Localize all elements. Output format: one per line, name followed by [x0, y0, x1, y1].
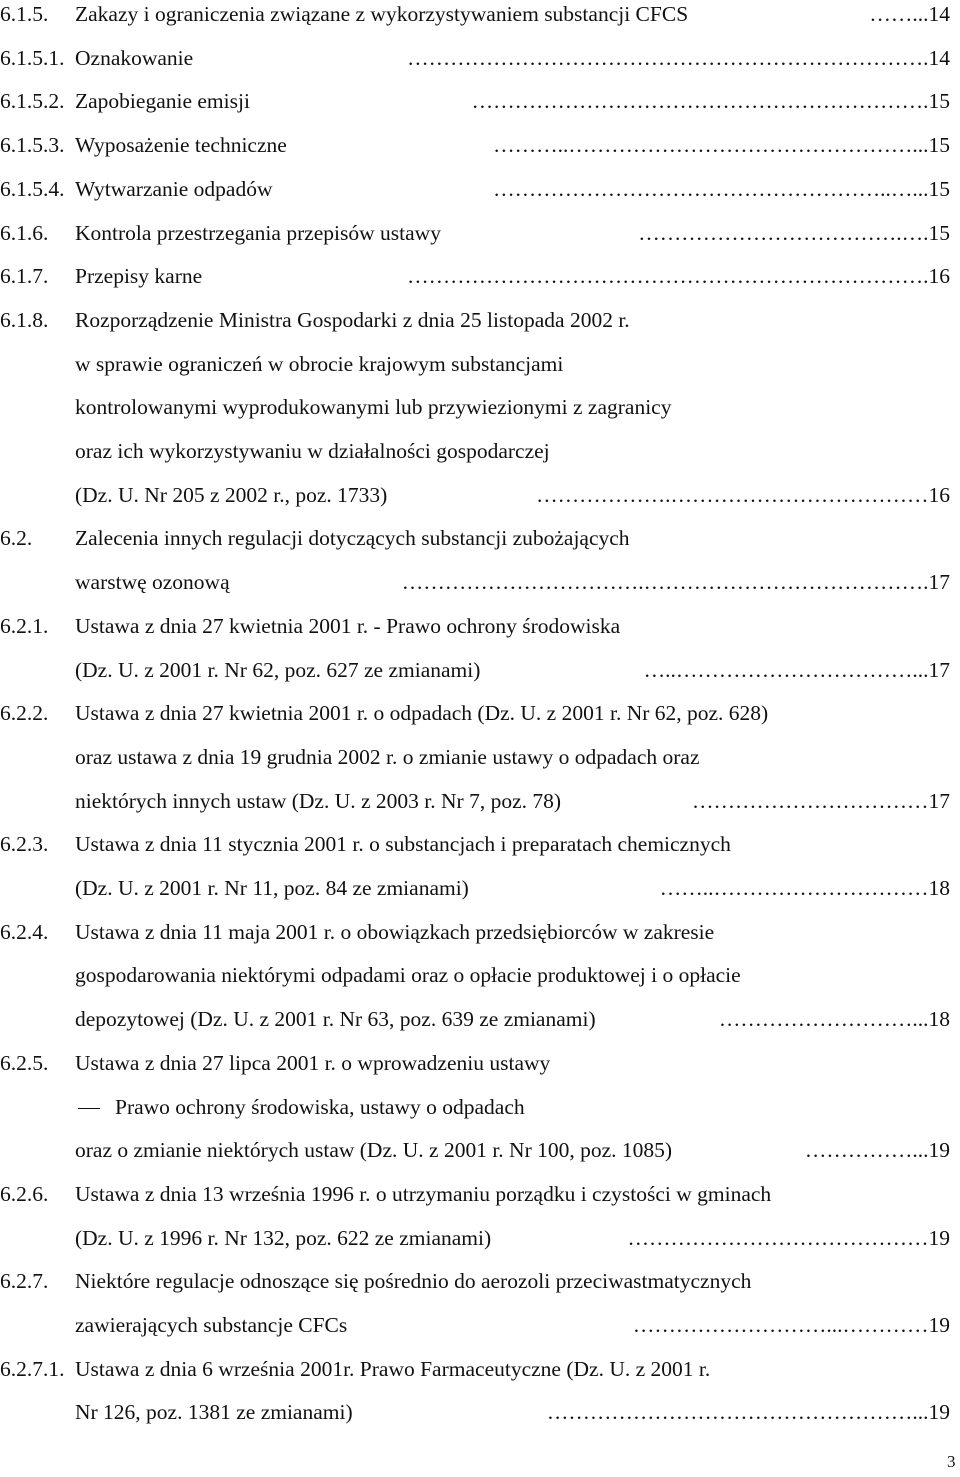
toc-entry — [0, 1049, 960, 1077]
toc-entry-title: warstwę ozonową — [75, 570, 230, 595]
toc-entry-title: Kontrola przestrzegania przepisów ustawy — [75, 220, 441, 245]
toc-entry-page: 15 — [928, 89, 950, 114]
toc-entry — [0, 175, 960, 203]
toc-entry-title: Rozporządzenie Ministra Gospodarki z dnia 25 listopada 2002 r. — [75, 307, 630, 332]
toc-entry-page: 17 — [928, 657, 950, 682]
toc-entry — [0, 830, 960, 858]
toc-entry — [0, 219, 960, 247]
leader-dots: ……………….……………………………… — [536, 482, 929, 507]
toc-entry-title: Ustawa z dnia 13 września 1996 r. o utrzymaniu porządku i czystości w gminach — [75, 1181, 772, 1206]
toc-entry — [0, 1180, 960, 1208]
toc-entry — [0, 1311, 960, 1339]
toc-entry-title: Niektóre regulacje odnoszące się pośrednio do aerozoli przeciwastmatycznych — [75, 1269, 752, 1294]
toc-entry-page: 19 — [928, 1225, 950, 1250]
leader-dots: ………………………………………………..…... — [493, 176, 929, 201]
toc-entry — [0, 1355, 960, 1383]
leader-dots: ……………... — [804, 1138, 929, 1163]
toc-entry-title: Nr 126, poz. 1381 ze zmianami) — [75, 1400, 353, 1425]
toc-entry — [0, 568, 960, 596]
leader-dots: …..……………………………... — [643, 657, 929, 682]
toc-entry-title: (Dz. U. Nr 205 z 2002 r., poz. 1733) — [75, 482, 388, 507]
toc-entry-title: Ustawa z dnia 11 stycznia 2001 r. o substancjach i preparatach chemicznych — [75, 832, 731, 857]
toc-entry — [0, 699, 960, 727]
toc-entry-page: 19 — [928, 1400, 950, 1425]
toc-entry-title: Ustawa z dnia 27 kwietnia 2001 r. - Prawo ochrony środowiska — [75, 613, 621, 638]
toc-entry-number: 6.1.5.2. — [0, 89, 65, 114]
toc-entry-page: 19 — [928, 1138, 950, 1163]
toc-entry-number: 6.1.7. — [0, 264, 49, 289]
list-dash — [78, 1108, 100, 1109]
toc-entry-page: 17 — [928, 788, 950, 813]
toc-entry — [0, 0, 960, 28]
toc-entry-page: 18 — [928, 876, 950, 900]
toc-entry — [0, 350, 960, 378]
leader-dots: …………………………………… — [627, 1225, 929, 1250]
toc-entry-number: 6.2.6. — [0, 1181, 49, 1206]
toc-entry — [0, 1136, 960, 1164]
toc-entry-title: oraz ustawa z dnia 19 grudnia 2002 r. o zmianie ustawy o odpadach oraz — [75, 744, 700, 769]
toc-entry-title: kontrolowanymi wyprodukowanymi lub przywiezionymi z zagranicy — [75, 395, 672, 420]
toc-entry-title: niektórych innych ustaw (Dz. U. z 2003 r. Nr 7, poz. 78) — [75, 788, 562, 813]
toc-entry — [0, 743, 960, 771]
toc-entry — [0, 1005, 960, 1033]
toc-entry-number: 6.1.5. — [0, 2, 49, 26]
toc-entry-page: 14 — [928, 45, 950, 70]
toc-entry-page: 17 — [928, 570, 950, 595]
toc-entry-number: 6.1.8. — [0, 307, 49, 332]
leader-dots: ……………………………….…. — [638, 220, 929, 245]
toc-entry-title: Przepisy karne — [75, 264, 203, 289]
toc-entry — [0, 1267, 960, 1295]
leader-dots: ……..………………………… — [659, 876, 929, 900]
toc-entry-page: 16 — [928, 264, 950, 289]
toc-entry-page: 15 — [928, 176, 950, 201]
toc-entry — [0, 1224, 960, 1252]
toc-entry — [0, 918, 960, 946]
toc-entry — [0, 437, 960, 465]
toc-entry-title: gospodarowania niektórymi odpadami oraz o opłacie produktowej i o opłacie — [75, 963, 741, 988]
toc-entry — [0, 961, 960, 989]
toc-entry-title: Zapobieganie emisji — [75, 89, 250, 114]
toc-entry — [0, 87, 960, 115]
toc-entry-title: (Dz. U. z 1996 r. Nr 132, poz. 622 ze zmianami) — [75, 1225, 492, 1250]
toc-entry-number: 6.2.3. — [0, 832, 49, 857]
toc-entry — [0, 306, 960, 334]
toc-entry-title: depozytowej (Dz. U. z 2001 r. Nr 63, poz. 639 ze zmianami) — [75, 1007, 596, 1032]
toc-entry — [0, 612, 960, 640]
toc-entry — [0, 481, 960, 509]
toc-entry — [0, 874, 960, 902]
toc-entry-title: w sprawie ograniczeń w obrocie krajowym substancjami — [75, 351, 564, 376]
toc-entry-number: 6.2.2. — [0, 701, 49, 726]
leader-dots: ………………………...………… — [632, 1313, 929, 1337]
toc-entry-number: 6.2.1. — [0, 613, 49, 638]
toc-entry-number: 6.2.4. — [0, 919, 49, 944]
leader-dots: ………..…………………………………………... — [493, 133, 929, 158]
toc-entry-page: 15 — [928, 133, 950, 158]
toc-entry-number: 6.1.5.3. — [0, 133, 65, 158]
toc-entry-page: 15 — [928, 220, 950, 245]
leader-dots: ………………………………………………………………. — [407, 45, 929, 70]
toc-entry — [0, 1093, 960, 1121]
toc-entry-title: (Dz. U. z 2001 r. Nr 11, poz. 84 ze zmianami) — [75, 876, 469, 900]
leader-dots: ………………………………………………………………. — [407, 264, 929, 289]
toc-entry-title: Zakazy i ograniczenia związane z wykorzystywaniem substancji CFCS — [75, 2, 689, 26]
toc-entry-number: 6.2.7. — [0, 1269, 49, 1294]
leader-dots: ………………………………………………………. — [471, 89, 929, 114]
toc-entry — [0, 393, 960, 421]
leader-dots: …………………………… — [692, 788, 929, 813]
toc-entry-number: 6.1.5.1. — [0, 45, 65, 70]
toc-entry — [0, 656, 960, 684]
toc-entry-number: 6.2.7.1. — [0, 1356, 65, 1381]
toc-entry-number: 6.1.5.4. — [0, 176, 65, 201]
toc-entry-title: oraz ich wykorzystywaniu w działalności gospodarczej — [75, 439, 550, 463]
toc-entry-page: 16 — [928, 482, 950, 507]
toc-entry-title: Ustawa z dnia 11 maja 2001 r. o obowiązkach przedsiębiorców w zakresie — [75, 919, 715, 944]
toc-entry-title: Wytwarzanie odpadów — [75, 176, 273, 201]
toc-entry-title: Oznakowanie — [75, 45, 194, 70]
toc-entry-title: Zalecenia innych regulacji dotyczących substancji zubożających — [75, 526, 630, 551]
toc-entry — [0, 787, 960, 815]
toc-entry — [0, 1398, 960, 1426]
leader-dots: ……………………………………………... — [546, 1400, 929, 1425]
toc-entry-number: 6.2. — [0, 526, 33, 551]
page-number: 3 — [947, 1452, 956, 1471]
toc-entry-title: oraz o zmianie niektórych ustaw (Dz. U. z 2001 r. Nr 100, poz. 1085) — [75, 1138, 673, 1163]
toc-entry-title: Ustawa z dnia 6 września 2001r. Prawo Farmaceutyczne (Dz. U. z 2001 r. — [75, 1356, 711, 1381]
leader-dots: ……... — [869, 2, 929, 26]
leader-dots: ………………………... — [718, 1007, 929, 1032]
toc-entry-title: Prawo ochrony środowiska, ustawy o odpadach — [115, 1094, 525, 1119]
leader-dots: …………………………….…………………………………. — [401, 570, 929, 595]
toc-entry-page: 14 — [928, 2, 950, 26]
toc-entry-title: Ustawa z dnia 27 lipca 2001 r. o wprowadzeniu ustawy — [75, 1050, 551, 1075]
toc-entry-title: (Dz. U. z 2001 r. Nr 62, poz. 627 ze zmianami) — [75, 657, 481, 682]
toc-entry-page: 19 — [928, 1313, 950, 1337]
toc-entry-number: 6.2.5. — [0, 1050, 49, 1075]
toc-entry — [0, 524, 960, 552]
toc-entry-page: 18 — [928, 1007, 950, 1032]
toc-entry — [0, 44, 960, 72]
toc-entry — [0, 262, 960, 290]
toc-entry — [0, 131, 960, 159]
toc-entry-title: zawierających substancje CFCs — [75, 1313, 348, 1337]
toc-entry-title: Ustawa z dnia 27 kwietnia 2001 r. o odpadach (Dz. U. z 2001 r. Nr 62, poz. 628) — [75, 701, 769, 726]
toc-entry-title: Wyposażenie techniczne — [75, 133, 287, 158]
toc-entry-number: 6.1.6. — [0, 220, 49, 245]
